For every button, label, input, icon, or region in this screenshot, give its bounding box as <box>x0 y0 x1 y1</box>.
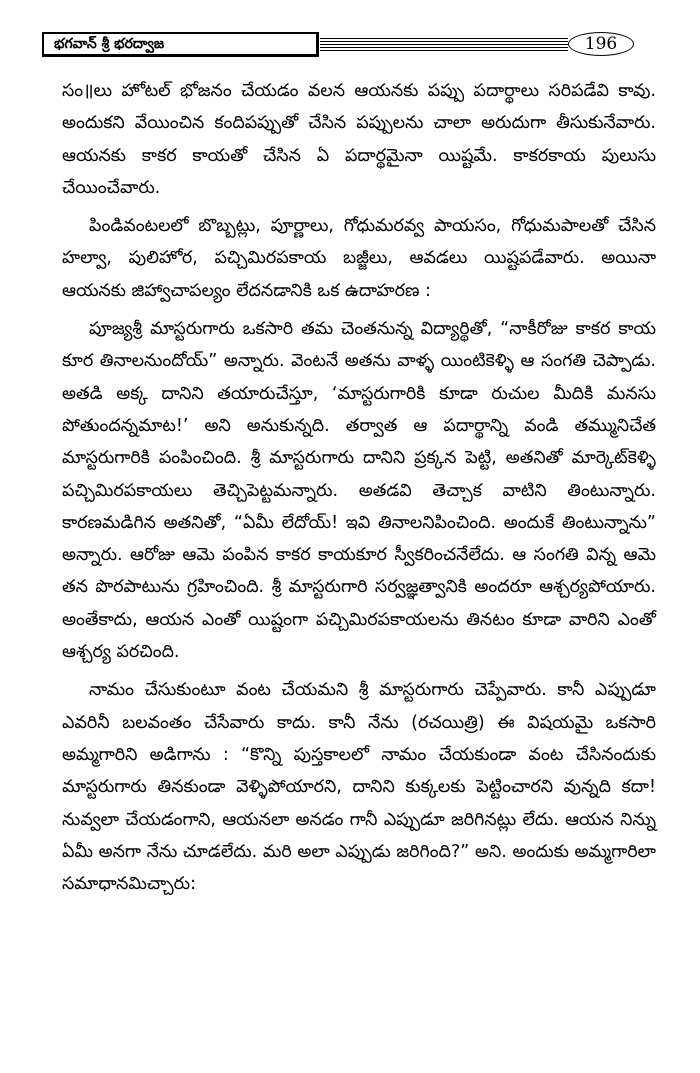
running-header <box>42 32 638 58</box>
header-title-box <box>42 32 319 57</box>
header-rule <box>320 38 568 39</box>
paragraph: సం॥లు హోటల్ భోజనం చేయడం వలన ఆయనకు పప్పు పదార్థాలు సరిపడేవి కావు. అందుకని వేయించిన కందిపప్పుతో చేసిన పప్పులను చాలా అరుదుగా తీసుకునేవారు. ఆయనకు కాకర కాయతో చేసిన ఏ పదార్థమైనా యిష్టమే. కాకరకాయ పులుసు చేయించేవారు. <box>62 81 656 198</box>
body-text <box>62 75 656 906</box>
header-title: భగవాన్ శ్రీ భరద్వాజ <box>54 36 165 52</box>
header-rule <box>320 47 568 48</box>
header-rule <box>320 50 568 51</box>
paragraph: పూజ్యశ్రీ మాస్టరుగారు ఒకసారి తమ చెంతనున్న విద్యార్థితో, “నాకీరోజు కాకర కాయ కూర తినాలనుందోయ్” అన్నారు. వెంటనే అతను వాళ్ళ యింటికెళ్ళి ఆ సంగతి చెప్పాడు. అతడి అక్క దానిని తయారుచేస్తూ, ‘మాస్టరుగారికి కూడా రుచుల మీదికి మనసు పోతుందన్నమాట!’ అని అనుకున్నది. తర్వాత ఆ పదార్థాన్ని వండి తమ్మునిచేత మాస్టరుగారికి పంపించింది. శ్రీ మాస్టరుగారు దానిని ప్రక్కన పెట్టి, అతనితో మార్కెట్‌కెళ్ళి పచ్చిమిరపకాయలు తెచ్చిపెట్టమన్నారు. అతడవి తెచ్చాక వాటిని తింటున్నారు. కారణమడిగిన అతనితో, “ఏమీ లేదోయ్! ఇవి తినాలనిపించింది. అందుకే తింటున్నాను” అన్నారు. ఆరోజు ఆమె పంపిన కాకర కాయకూర స్వీకరించనేలేదు. ఆ సంగతి విన్న ఆమె తన పొరపాటును గ్రహించింది. శ్రీ మాస్టరుగారి సర్వజ్ఞత్వానికి అందరూ ఆశ్చర్యపోయారు. అంతేకాదు, ఆయన ఎంతో యిష్టంగా పచ్చిమిరపకాయలను తినటం కూడా వారిని ఎంతో ఆశ్చర్య పరచింది. <box>62 319 656 663</box>
page-number: 196 <box>584 34 618 54</box>
page-number-oval <box>568 32 634 56</box>
header-rule <box>320 44 568 45</box>
paragraph: పిండివంటలలో బొబ్బట్లు, పూర్ణాలు, గోధుమరవ్వ పాయసం, గోధుమపాలతో చేసిన హల్వా, పులిహోర, పచ్చిమిరపకాయ బజ్జీలు, ఆవడలు యిష్టపడేవారు. అయినా ఆయనకు జిహ్వాచాపల్యం లేదనడానికి ఒక ఉదాహరణ : <box>62 216 656 301</box>
paragraph: నామం చేసుకుంటూ వంట చేయమని శ్రీ మాస్టరుగారు చెప్పేవారు. కానీ ఎప్పుడూ ఎవరినీ బలవంతం చేసేవారు కాదు. కానీ నేను (రచయిత్రి) ఈ విషయమై ఒకసారి అమ్మగారిని అడిగాను : “కొన్ని పుస్తకాలలో నామం చేయకుండా వంట చేసినందుకు మాస్టరుగారు తినకుండా వెళ్ళిపోయారని, దానిని కుక్కలకు పెట్టించారని వున్నది కదా! నువ్వలా చేయడంగాని, ఆయనలా అనడం గానీ ఎప్పుడూ జరిగినట్లు లేదు. ఆయన నిన్ను ఏమీ అనగా నేను చూడలేదు. మరి అలా ఎప్పుడు జరిగింది?” అని. అందుకు అమ్మగారిలా సమాధానమిచ్చారు: <box>62 680 656 895</box>
header-rule <box>320 41 568 42</box>
